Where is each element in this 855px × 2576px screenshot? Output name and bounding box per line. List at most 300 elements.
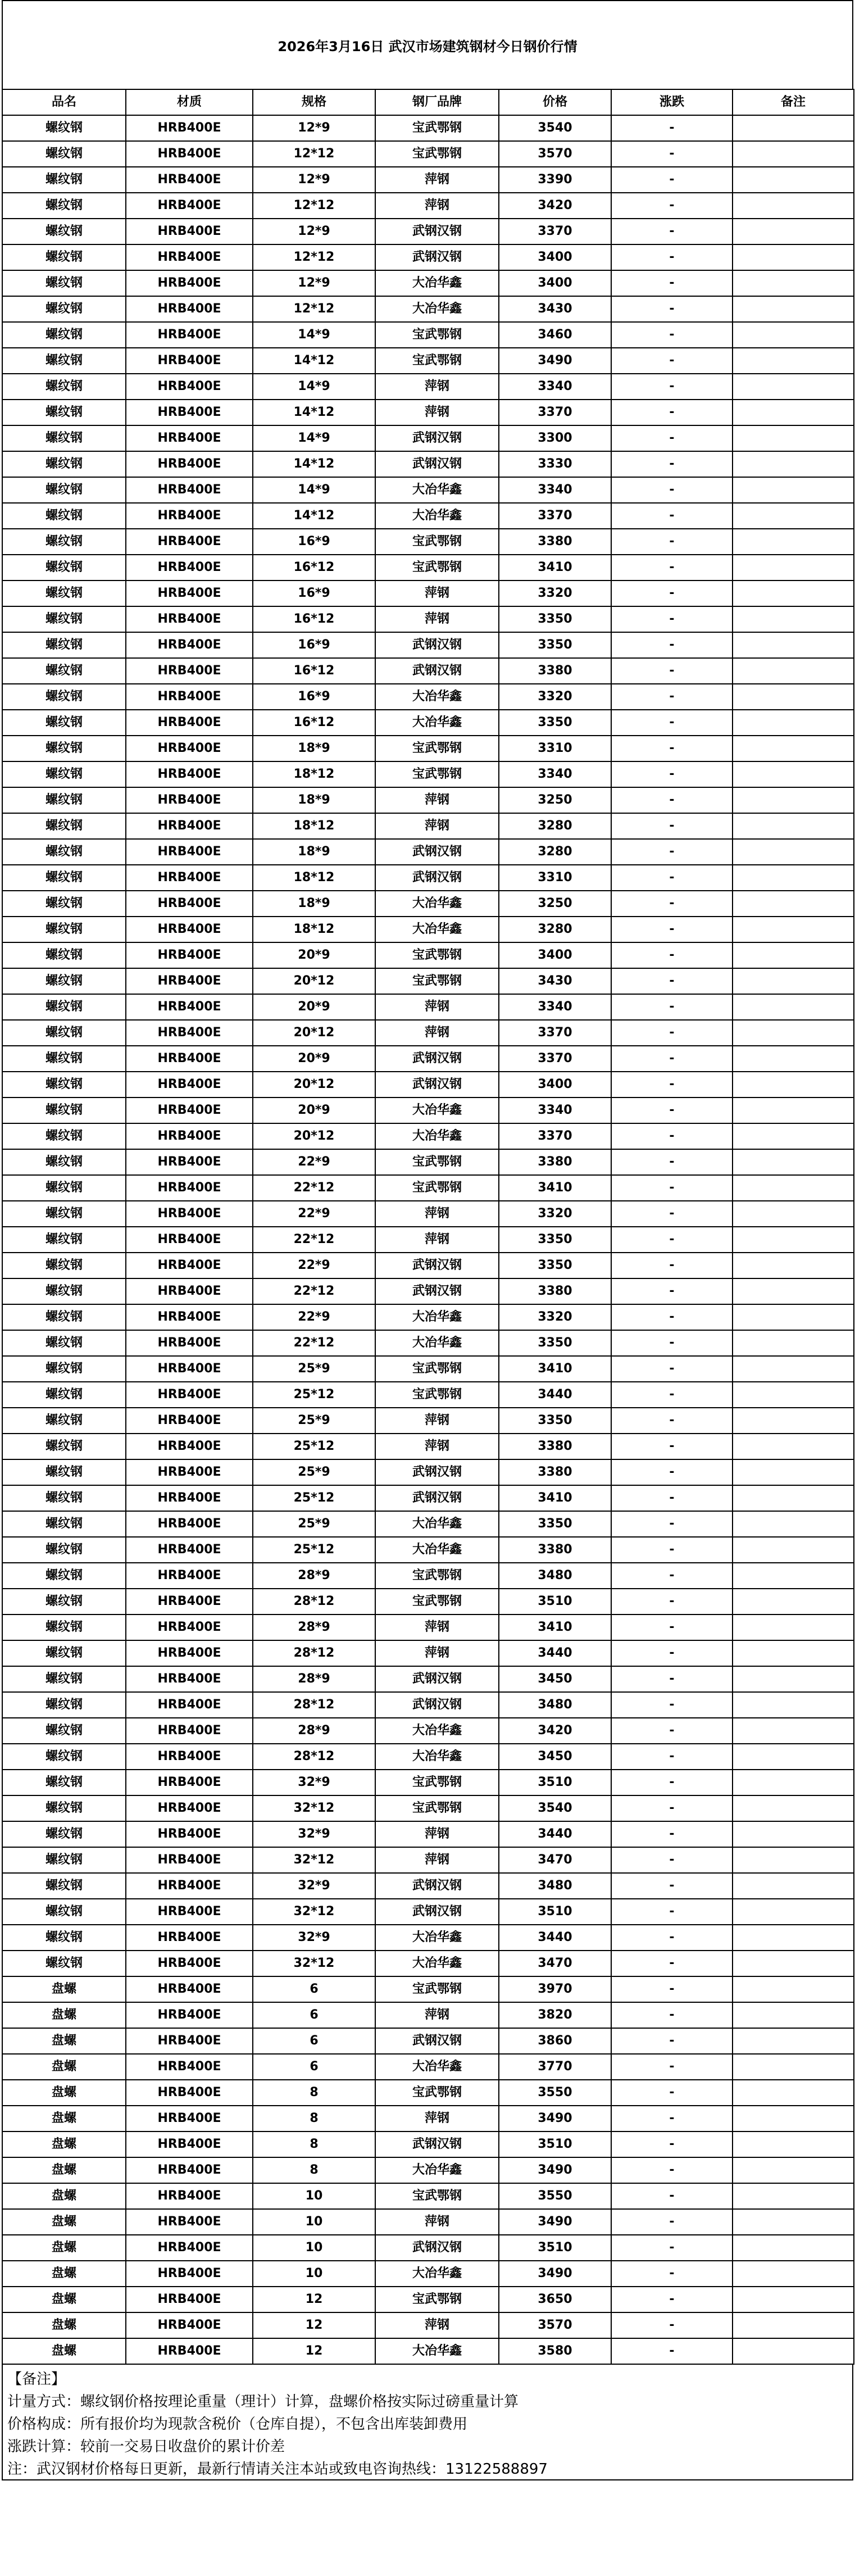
table-row xyxy=(2,787,854,813)
cell-material: HRB400E xyxy=(126,1072,253,1097)
cell-price: 3350 xyxy=(499,606,611,632)
cell-brand: 大冶华鑫 xyxy=(375,1718,499,1744)
cell-change: - xyxy=(611,1640,733,1666)
table-row xyxy=(2,1485,854,1511)
cell-material: HRB400E xyxy=(126,917,253,942)
cell-name: 盘螺 xyxy=(2,2338,126,2364)
cell-remark xyxy=(733,374,854,400)
cell-remark xyxy=(733,2235,854,2261)
cell-brand: 武钢汉钢 xyxy=(375,658,499,684)
cell-brand: 武钢汉钢 xyxy=(375,2235,499,2261)
cell-price: 3250 xyxy=(499,787,611,813)
cell-spec: 20*9 xyxy=(253,1046,375,1072)
cell-change: - xyxy=(611,2287,733,2312)
cell-price: 3410 xyxy=(499,1614,611,1640)
cell-material: HRB400E xyxy=(126,1434,253,1459)
cell-spec: 32*9 xyxy=(253,1925,375,1951)
cell-spec: 8 xyxy=(253,2106,375,2131)
cell-change: - xyxy=(611,968,733,994)
cell-remark xyxy=(733,167,854,193)
cell-spec: 18*9 xyxy=(253,839,375,865)
cell-price: 3340 xyxy=(499,1097,611,1123)
table-header-row xyxy=(2,89,854,115)
cell-remark xyxy=(733,942,854,968)
cell-material: HRB400E xyxy=(126,1744,253,1770)
cell-brand: 武钢汉钢 xyxy=(375,1278,499,1304)
cell-name: 螺纹钢 xyxy=(2,141,126,167)
table-row xyxy=(2,348,854,374)
cell-material: HRB400E xyxy=(126,787,253,813)
cell-price: 3350 xyxy=(499,1511,611,1537)
cell-change: - xyxy=(611,244,733,270)
cell-material: HRB400E xyxy=(126,529,253,555)
cell-remark xyxy=(733,2287,854,2312)
col-header-change: 涨跌 xyxy=(611,89,733,115)
table-row xyxy=(2,1304,854,1330)
cell-brand: 宝武鄂钢 xyxy=(375,1589,499,1614)
cell-spec: 8 xyxy=(253,2131,375,2157)
cell-price: 3570 xyxy=(499,141,611,167)
cell-name: 螺纹钢 xyxy=(2,1330,126,1356)
cell-brand: 宝武鄂钢 xyxy=(375,2183,499,2209)
cell-remark xyxy=(733,917,854,942)
cell-brand: 大冶华鑫 xyxy=(375,1123,499,1149)
cell-name: 螺纹钢 xyxy=(2,1614,126,1640)
cell-brand: 萍钢 xyxy=(375,1847,499,1873)
cell-brand: 大冶华鑫 xyxy=(375,2054,499,2080)
table-row xyxy=(2,1434,854,1459)
cell-price: 3350 xyxy=(499,1227,611,1253)
cell-remark xyxy=(733,1614,854,1640)
cell-material: HRB400E xyxy=(126,1020,253,1046)
table-row xyxy=(2,968,854,994)
table-row xyxy=(2,761,854,787)
cell-material: HRB400E xyxy=(126,1821,253,1847)
cell-brand: 萍钢 xyxy=(375,400,499,425)
cell-remark xyxy=(733,1640,854,1666)
cell-change: - xyxy=(611,1459,733,1485)
cell-remark xyxy=(733,710,854,736)
cell-name: 螺纹钢 xyxy=(2,219,126,244)
cell-change: - xyxy=(611,2106,733,2131)
cell-price: 3770 xyxy=(499,2054,611,2080)
cell-spec: 28*12 xyxy=(253,1589,375,1614)
col-header-spec: 规格 xyxy=(253,89,375,115)
table-row xyxy=(2,917,854,942)
cell-name: 螺纹钢 xyxy=(2,1899,126,1925)
cell-remark xyxy=(733,1123,854,1149)
table-row xyxy=(2,1227,854,1253)
cell-remark xyxy=(733,865,854,891)
cell-spec: 16*12 xyxy=(253,606,375,632)
cell-spec: 12*9 xyxy=(253,115,375,141)
table-row xyxy=(2,580,854,606)
table-row xyxy=(2,1097,854,1123)
cell-brand: 武钢汉钢 xyxy=(375,425,499,451)
table-row xyxy=(2,2028,854,2054)
cell-price: 3490 xyxy=(499,348,611,374)
cell-change: - xyxy=(611,1020,733,1046)
cell-change: - xyxy=(611,2261,733,2287)
cell-spec: 16*9 xyxy=(253,684,375,710)
cell-spec: 18*12 xyxy=(253,865,375,891)
cell-spec: 14*9 xyxy=(253,477,375,503)
cell-brand: 大冶华鑫 xyxy=(375,1511,499,1537)
cell-remark xyxy=(733,736,854,761)
cell-material: HRB400E xyxy=(126,606,253,632)
cell-spec: 12*9 xyxy=(253,167,375,193)
cell-price: 3430 xyxy=(499,296,611,322)
cell-spec: 32*9 xyxy=(253,1821,375,1847)
cell-material: HRB400E xyxy=(126,1873,253,1899)
cell-price: 3570 xyxy=(499,2312,611,2338)
cell-spec: 25*9 xyxy=(253,1459,375,1485)
cell-price: 3410 xyxy=(499,1356,611,1382)
cell-material: HRB400E xyxy=(126,1459,253,1485)
cell-name: 螺纹钢 xyxy=(2,1149,126,1175)
cell-change: - xyxy=(611,141,733,167)
cell-material: HRB400E xyxy=(126,1304,253,1330)
cell-material: HRB400E xyxy=(126,1666,253,1692)
cell-name: 盘螺 xyxy=(2,2028,126,2054)
cell-spec: 25*12 xyxy=(253,1537,375,1563)
cell-change: - xyxy=(611,710,733,736)
cell-name: 螺纹钢 xyxy=(2,1563,126,1589)
cell-spec: 12 xyxy=(253,2287,375,2312)
cell-remark xyxy=(733,1899,854,1925)
cell-change: - xyxy=(611,1511,733,1537)
cell-brand: 萍钢 xyxy=(375,1434,499,1459)
page-title: 2026年3月16日 武汉市场建筑钢材今日钢价行情 xyxy=(2,0,853,89)
cell-change: - xyxy=(611,891,733,917)
table-row xyxy=(2,1744,854,1770)
cell-material: HRB400E xyxy=(126,1356,253,1382)
cell-spec: 22*9 xyxy=(253,1149,375,1175)
cell-material: HRB400E xyxy=(126,555,253,580)
cell-price: 3340 xyxy=(499,994,611,1020)
cell-change: - xyxy=(611,1873,733,1899)
cell-material: HRB400E xyxy=(126,374,253,400)
table-row xyxy=(2,942,854,968)
cell-brand: 宝武鄂钢 xyxy=(375,1175,499,1201)
cell-spec: 6 xyxy=(253,1976,375,2002)
cell-spec: 10 xyxy=(253,2209,375,2235)
cell-change: - xyxy=(611,1356,733,1382)
cell-spec: 18*9 xyxy=(253,736,375,761)
cell-material: HRB400E xyxy=(126,1253,253,1278)
cell-material: HRB400E xyxy=(126,1976,253,2002)
cell-price: 3480 xyxy=(499,1873,611,1899)
cell-remark xyxy=(733,270,854,296)
table-row xyxy=(2,1589,854,1614)
cell-name: 螺纹钢 xyxy=(2,942,126,968)
cell-price: 3320 xyxy=(499,684,611,710)
cell-brand: 武钢汉钢 xyxy=(375,219,499,244)
table-row xyxy=(2,632,854,658)
cell-change: - xyxy=(611,1925,733,1951)
cell-price: 3350 xyxy=(499,632,611,658)
cell-price: 3490 xyxy=(499,2209,611,2235)
table-row xyxy=(2,2235,854,2261)
cell-brand: 大冶华鑫 xyxy=(375,1537,499,1563)
cell-name: 螺纹钢 xyxy=(2,658,126,684)
cell-brand: 武钢汉钢 xyxy=(375,1253,499,1278)
cell-price: 3860 xyxy=(499,2028,611,2054)
table-row xyxy=(2,1770,854,1795)
cell-spec: 8 xyxy=(253,2157,375,2183)
cell-spec: 22*12 xyxy=(253,1330,375,1356)
cell-name: 盘螺 xyxy=(2,2080,126,2106)
cell-name: 螺纹钢 xyxy=(2,1511,126,1537)
cell-change: - xyxy=(611,2312,733,2338)
cell-material: HRB400E xyxy=(126,736,253,761)
cell-material: HRB400E xyxy=(126,2183,253,2209)
cell-brand: 大冶华鑫 xyxy=(375,1097,499,1123)
cell-change: - xyxy=(611,1485,733,1511)
table-row xyxy=(2,2106,854,2131)
cell-brand: 大冶华鑫 xyxy=(375,296,499,322)
cell-material: HRB400E xyxy=(126,503,253,529)
cell-material: HRB400E xyxy=(126,1537,253,1563)
cell-material: HRB400E xyxy=(126,684,253,710)
table-row xyxy=(2,2183,854,2209)
cell-change: - xyxy=(611,1692,733,1718)
cell-remark xyxy=(733,1046,854,1072)
cell-name: 螺纹钢 xyxy=(2,917,126,942)
cell-spec: 16*12 xyxy=(253,658,375,684)
cell-remark xyxy=(733,1278,854,1304)
table-body xyxy=(2,115,854,2364)
cell-remark xyxy=(733,1020,854,1046)
cell-brand: 宝武鄂钢 xyxy=(375,322,499,348)
table-row xyxy=(2,322,854,348)
cell-change: - xyxy=(611,322,733,348)
table-row xyxy=(2,1072,854,1097)
cell-brand: 大冶华鑫 xyxy=(375,1330,499,1356)
cell-change: - xyxy=(611,917,733,942)
table-row xyxy=(2,865,854,891)
cell-spec: 14*12 xyxy=(253,503,375,529)
cell-remark xyxy=(733,219,854,244)
cell-spec: 6 xyxy=(253,2002,375,2028)
cell-spec: 18*12 xyxy=(253,813,375,839)
cell-name: 螺纹钢 xyxy=(2,1770,126,1795)
cell-spec: 32*9 xyxy=(253,1873,375,1899)
table-row xyxy=(2,1718,854,1744)
table-row xyxy=(2,1563,854,1589)
cell-brand: 大冶华鑫 xyxy=(375,1925,499,1951)
cell-change: - xyxy=(611,1382,733,1408)
cell-material: HRB400E xyxy=(126,1408,253,1434)
cell-material: HRB400E xyxy=(126,1278,253,1304)
cell-remark xyxy=(733,1408,854,1434)
cell-material: HRB400E xyxy=(126,2287,253,2312)
cell-name: 螺纹钢 xyxy=(2,684,126,710)
cell-remark xyxy=(733,1718,854,1744)
table-row xyxy=(2,1408,854,1434)
cell-change: - xyxy=(611,374,733,400)
cell-material: HRB400E xyxy=(126,761,253,787)
cell-name: 螺纹钢 xyxy=(2,968,126,994)
cell-brand: 宝武鄂钢 xyxy=(375,1356,499,1382)
table-row xyxy=(2,1046,854,1072)
cell-name: 螺纹钢 xyxy=(2,1072,126,1097)
cell-change: - xyxy=(611,1304,733,1330)
cell-price: 3380 xyxy=(499,658,611,684)
table-row xyxy=(2,1330,854,1356)
cell-change: - xyxy=(611,606,733,632)
cell-name: 螺纹钢 xyxy=(2,1666,126,1692)
table-row xyxy=(2,1382,854,1408)
cell-price: 3550 xyxy=(499,2080,611,2106)
col-header-name: 品名 xyxy=(2,89,126,115)
cell-remark xyxy=(733,1666,854,1692)
cell-price: 3400 xyxy=(499,942,611,968)
cell-material: HRB400E xyxy=(126,1640,253,1666)
cell-brand: 宝武鄂钢 xyxy=(375,529,499,555)
cell-material: HRB400E xyxy=(126,710,253,736)
table-row xyxy=(2,1459,854,1485)
cell-spec: 25*12 xyxy=(253,1434,375,1459)
cell-spec: 14*9 xyxy=(253,425,375,451)
cell-remark xyxy=(733,322,854,348)
cell-name: 盘螺 xyxy=(2,2235,126,2261)
cell-price: 3380 xyxy=(499,1459,611,1485)
table-row xyxy=(2,1278,854,1304)
cell-change: - xyxy=(611,839,733,865)
cell-name: 螺纹钢 xyxy=(2,1640,126,1666)
cell-price: 3450 xyxy=(499,1744,611,1770)
cell-price: 3510 xyxy=(499,1770,611,1795)
cell-price: 3340 xyxy=(499,477,611,503)
cell-brand: 宝武鄂钢 xyxy=(375,348,499,374)
cell-material: HRB400E xyxy=(126,994,253,1020)
table-row xyxy=(2,425,854,451)
cell-change: - xyxy=(611,2131,733,2157)
cell-change: - xyxy=(611,1408,733,1434)
cell-name: 螺纹钢 xyxy=(2,425,126,451)
cell-remark xyxy=(733,1976,854,2002)
cell-price: 3320 xyxy=(499,1304,611,1330)
cell-material: HRB400E xyxy=(126,451,253,477)
cell-name: 螺纹钢 xyxy=(2,1744,126,1770)
cell-spec: 28*12 xyxy=(253,1744,375,1770)
cell-material: HRB400E xyxy=(126,1201,253,1227)
cell-remark xyxy=(733,1925,854,1951)
cell-change: - xyxy=(611,1666,733,1692)
note-line-pricing: 价格构成：所有报价均为现款含税价（仓库自提），不包含出库装卸费用 xyxy=(7,2416,468,2433)
cell-price: 3490 xyxy=(499,2106,611,2131)
cell-price: 3460 xyxy=(499,322,611,348)
cell-name: 螺纹钢 xyxy=(2,1356,126,1382)
cell-change: - xyxy=(611,684,733,710)
cell-brand: 萍钢 xyxy=(375,193,499,219)
cell-material: HRB400E xyxy=(126,865,253,891)
cell-change: - xyxy=(611,1563,733,1589)
cell-material: HRB400E xyxy=(126,839,253,865)
cell-name: 螺纹钢 xyxy=(2,1795,126,1821)
cell-remark xyxy=(733,1692,854,1718)
cell-name: 螺纹钢 xyxy=(2,1201,126,1227)
cell-change: - xyxy=(611,2002,733,2028)
cell-change: - xyxy=(611,2338,733,2364)
cell-name: 盘螺 xyxy=(2,2209,126,2235)
cell-material: HRB400E xyxy=(126,2106,253,2131)
cell-spec: 12 xyxy=(253,2338,375,2364)
cell-material: HRB400E xyxy=(126,244,253,270)
cell-material: HRB400E xyxy=(126,1046,253,1072)
cell-spec: 12*12 xyxy=(253,193,375,219)
col-header-brand: 钢厂品牌 xyxy=(375,89,499,115)
cell-price: 3370 xyxy=(499,400,611,425)
cell-spec: 12*9 xyxy=(253,219,375,244)
cell-material: HRB400E xyxy=(126,2080,253,2106)
cell-brand: 萍钢 xyxy=(375,167,499,193)
cell-material: HRB400E xyxy=(126,632,253,658)
cell-price: 3400 xyxy=(499,270,611,296)
cell-spec: 32*12 xyxy=(253,1847,375,1873)
table-row xyxy=(2,1821,854,1847)
cell-spec: 25*12 xyxy=(253,1485,375,1511)
table-row xyxy=(2,193,854,219)
cell-price: 3350 xyxy=(499,710,611,736)
cell-change: - xyxy=(611,1899,733,1925)
cell-price: 3580 xyxy=(499,2338,611,2364)
cell-name: 螺纹钢 xyxy=(2,296,126,322)
cell-name: 盘螺 xyxy=(2,2312,126,2338)
cell-spec: 32*9 xyxy=(253,1770,375,1795)
cell-spec: 28*9 xyxy=(253,1563,375,1589)
cell-name: 螺纹钢 xyxy=(2,115,126,141)
cell-brand: 萍钢 xyxy=(375,1020,499,1046)
cell-remark xyxy=(733,1330,854,1356)
cell-remark xyxy=(733,994,854,1020)
cell-remark xyxy=(733,1744,854,1770)
cell-change: - xyxy=(611,580,733,606)
cell-spec: 18*9 xyxy=(253,891,375,917)
cell-name: 螺纹钢 xyxy=(2,193,126,219)
cell-name: 螺纹钢 xyxy=(2,1408,126,1434)
cell-price: 3400 xyxy=(499,244,611,270)
cell-name: 螺纹钢 xyxy=(2,400,126,425)
cell-brand: 萍钢 xyxy=(375,787,499,813)
cell-name: 螺纹钢 xyxy=(2,451,126,477)
table-row xyxy=(2,1253,854,1278)
cell-price: 3820 xyxy=(499,2002,611,2028)
cell-price: 3370 xyxy=(499,1020,611,1046)
table-row xyxy=(2,1666,854,1692)
col-header-remark: 备注 xyxy=(733,89,854,115)
cell-remark xyxy=(733,2131,854,2157)
cell-brand: 大冶华鑫 xyxy=(375,891,499,917)
table-row xyxy=(2,2209,854,2235)
cell-brand: 萍钢 xyxy=(375,2002,499,2028)
cell-remark xyxy=(733,658,854,684)
cell-price: 3510 xyxy=(499,1589,611,1614)
cell-brand: 武钢汉钢 xyxy=(375,244,499,270)
cell-price: 3510 xyxy=(499,2235,611,2261)
cell-brand: 大冶华鑫 xyxy=(375,917,499,942)
cell-price: 3470 xyxy=(499,1951,611,1976)
cell-change: - xyxy=(611,632,733,658)
cell-name: 螺纹钢 xyxy=(2,787,126,813)
cell-spec: 6 xyxy=(253,2028,375,2054)
table-row xyxy=(2,839,854,865)
cell-name: 螺纹钢 xyxy=(2,710,126,736)
table-row xyxy=(2,813,854,839)
cell-change: - xyxy=(611,1744,733,1770)
cell-remark xyxy=(733,1770,854,1795)
